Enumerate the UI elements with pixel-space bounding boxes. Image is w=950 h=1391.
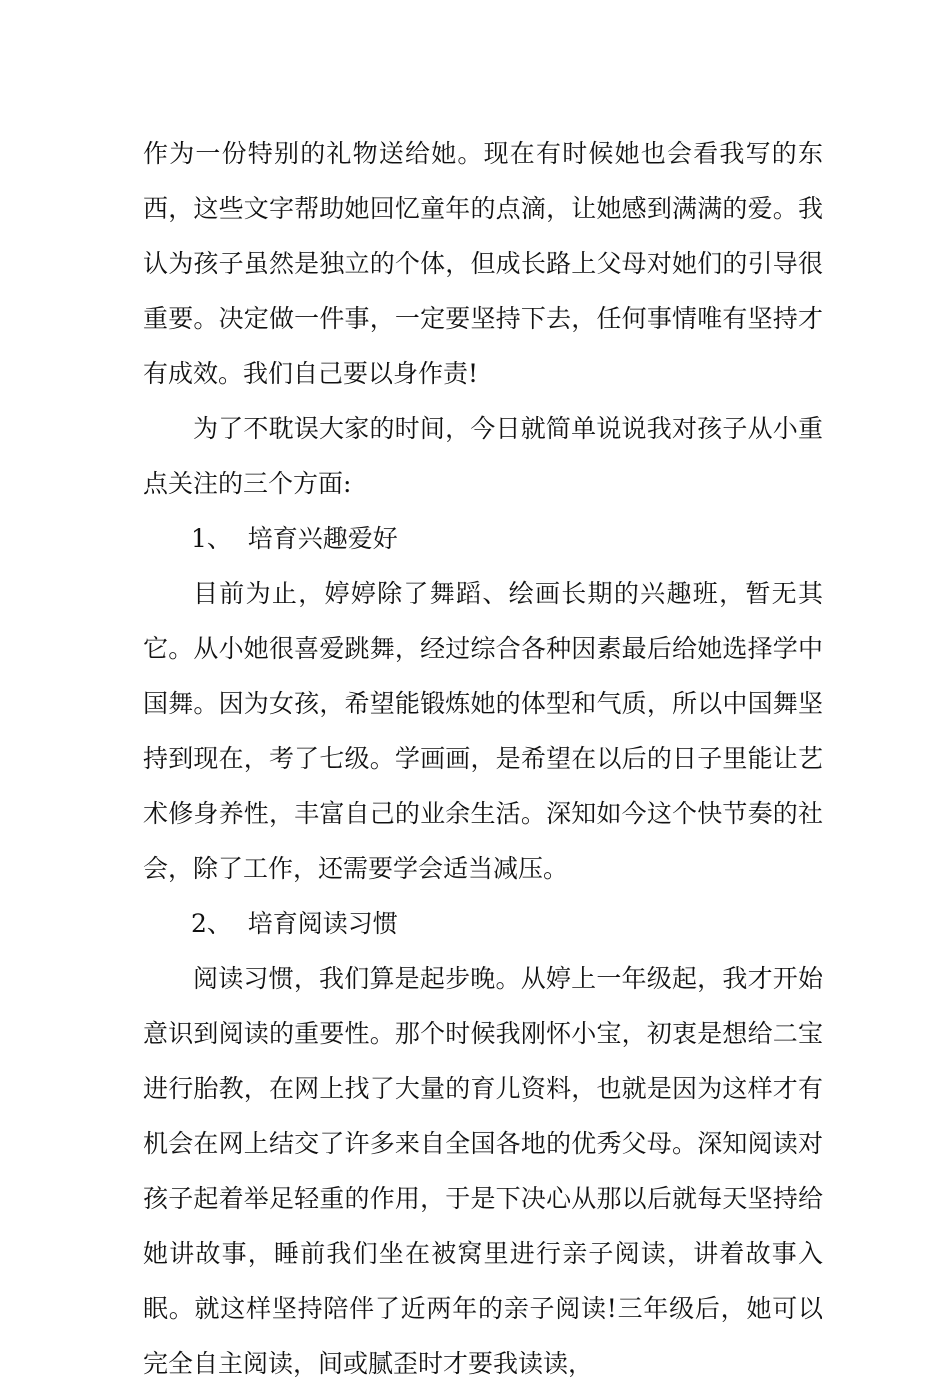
section-heading-interests: 1、 培育兴趣爱好 [191, 524, 398, 553]
paragraph-gift-and-persistence: 作为一份特别的礼物送给她。现在有时候她也会看我写的东西，这些文字帮助她回忆童年的点滴，让她感到满满的爱。我认为孩子虽然是独立的个体，但成长路上父母对她们的引导很重要。决定做一件事，一定要坚持下去，任何事情唯有坚持才有成效。我们自己要以身作责! [143, 139, 823, 388]
section-heading-reading: 2、 培育阅读习惯 [191, 909, 398, 938]
document-body [143, 126, 823, 1391]
paragraph-three-aspects-intro: 为了不耽误大家的时间，今日就简单说说我对孩子从小重点关注的三个方面: [143, 414, 823, 498]
paragraph-dance-and-painting: 目前为止，婷婷除了舞蹈、绘画长期的兴趣班，暂无其它。从小她很喜爱跳舞，经过综合各种因素最后给她选择学中国舞。因为女孩，希望能锻炼她的体型和气质，所以中国舞坚持到现在，考了七级。学画画，是希望在以后的日子里能让艺术修身养性，丰富自己的业余生活。深知如今这个快节奏的社会，除了工作，还需要学会适当减压。 [143, 579, 823, 883]
paragraph-reading-habit: 阅读习惯，我们算是起步晚。从婷上一年级起，我才开始意识到阅读的重要性。那个时候我刚怀小宝，初衷是想给二宝进行胎教，在网上找了大量的育儿资料，也就是因为这样才有机会在网上结交了许多来自全国各地的优秀父母。深知阅读对孩子起着举足轻重的作用，于是下决心从那以后就每天坚持给她讲故事，睡前我们坐在被窝里进行亲子阅读，讲着故事入眠。就这样坚持陪伴了近两年的亲子阅读!三年级后，她可以完全自主阅读，间或腻歪时才要我读读， [143, 964, 823, 1378]
